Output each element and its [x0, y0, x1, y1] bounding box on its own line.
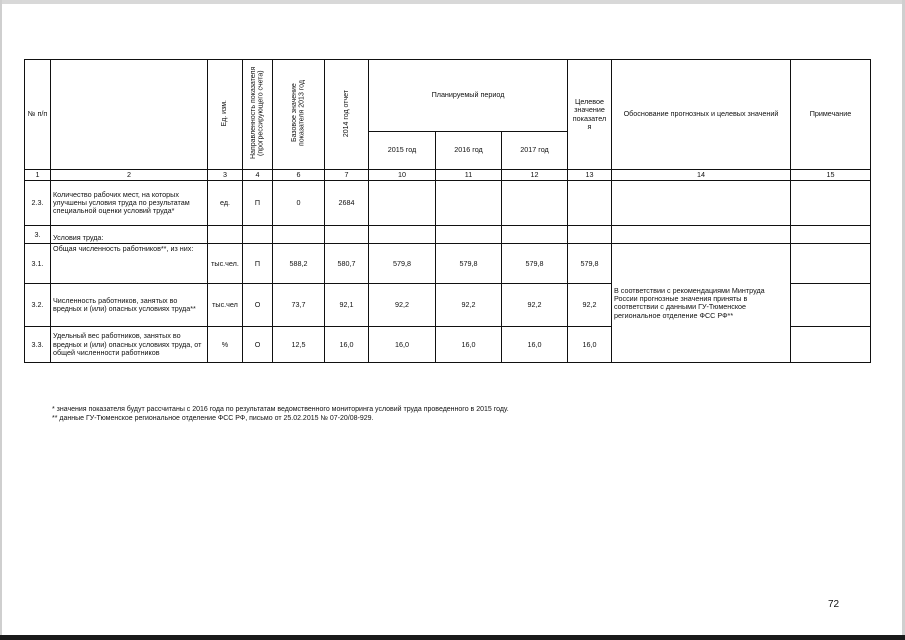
row-name: Условия труда: — [51, 226, 208, 244]
row-2016 — [436, 181, 502, 226]
header-justification: Обоснование прогнозных и целевых значений — [612, 60, 791, 170]
colnum: 13 — [568, 170, 612, 181]
row-number: 3.2. — [25, 284, 51, 327]
row-unit: % — [208, 327, 243, 363]
row-2015: 16,0 — [369, 327, 436, 363]
colnum: 7 — [325, 170, 369, 181]
row-2017: 579,8 — [502, 244, 568, 284]
scan-left-edge — [0, 0, 2, 640]
colnum: 12 — [502, 170, 568, 181]
row-target — [568, 181, 612, 226]
row-note — [791, 244, 871, 284]
row-name: Удельный вес работников, занятых во вредных и (или) опасных условиях труда, от общей численности работников — [51, 327, 208, 363]
header-2014: 2014 год отчет — [342, 89, 350, 137]
row-note — [791, 181, 871, 226]
colnum: 1 — [25, 170, 51, 181]
table-row — [25, 226, 871, 244]
row-2015 — [369, 226, 436, 244]
header-note: Примечание — [791, 60, 871, 170]
row-2017: 92,2 — [502, 284, 568, 327]
row-2016: 579,8 — [436, 244, 502, 284]
row-direction — [243, 226, 273, 244]
row-unit: тыс.чел — [208, 284, 243, 327]
colnum: 2 — [51, 170, 208, 181]
header-name — [51, 60, 208, 170]
header-unit-cell — [208, 60, 243, 170]
header-2017: 2017 год — [502, 132, 568, 170]
colnum: 3 — [208, 170, 243, 181]
header-unit: Ед. изм. — [221, 100, 229, 127]
row-direction: П — [243, 244, 273, 284]
row-2014: 92,1 — [325, 284, 369, 327]
justification-text: В соответствии с рекомендациями Минтруда России прогнозные значения приняты в соответствии с данными ГУ-Тюменское региональное отделение ФСС РФ** — [612, 244, 791, 363]
row-base: 12,5 — [273, 327, 325, 363]
footnote: * значения показателя будут рассчитаны с 2016 года по результатам ведомственного мониторинга условий труда проведенного в 2015 году. — [52, 406, 509, 413]
row-justification — [612, 181, 791, 226]
row-2015: 92,2 — [369, 284, 436, 327]
footnotes — [52, 405, 509, 424]
row-direction: О — [243, 284, 273, 327]
table-row — [25, 181, 871, 226]
header-base-cell — [273, 60, 325, 170]
column-numbers-row — [25, 170, 871, 181]
row-unit: тыс.чел. — [208, 244, 243, 284]
row-2016 — [436, 226, 502, 244]
header-num: № п/п — [25, 60, 51, 170]
row-base: 588,2 — [273, 244, 325, 284]
colnum: 11 — [436, 170, 502, 181]
colnum: 15 — [791, 170, 871, 181]
header-2016: 2016 год — [436, 132, 502, 170]
header-2015: 2015 год — [369, 132, 436, 170]
row-number: 3.3. — [25, 327, 51, 363]
row-unit — [208, 226, 243, 244]
row-target: 16,0 — [568, 327, 612, 363]
indicators-table — [24, 59, 871, 363]
colnum: 4 — [243, 170, 273, 181]
colnum: 6 — [273, 170, 325, 181]
row-2017 — [502, 226, 568, 244]
header-direction: Направленность показателя (прогрессирующего счета) — [249, 67, 265, 160]
footnote: ** данные ГУ-Тюменское региональное отделение ФСС РФ, письмо от 25.02.2015 № 07-20/08-929. — [52, 415, 374, 423]
header-direction-cell — [243, 60, 273, 170]
row-direction: П — [243, 181, 273, 226]
row-number: 3. — [25, 226, 51, 244]
row-2014 — [325, 226, 369, 244]
colnum: 10 — [369, 170, 436, 181]
row-direction: О — [243, 327, 273, 363]
row-2014: 580,7 — [325, 244, 369, 284]
row-name: Общая численность работников**, из них: — [51, 244, 208, 284]
row-name: Численность работников, занятых во вредных и (или) опасных условиях труда** — [51, 284, 208, 327]
header-base: Базовое значение показателя 2013 год — [290, 80, 306, 147]
row-note — [791, 327, 871, 363]
row-2014: 16,0 — [325, 327, 369, 363]
header-target: Целевое значение показател я — [568, 60, 612, 170]
row-base — [273, 226, 325, 244]
row-target: 579,8 — [568, 244, 612, 284]
row-2016: 92,2 — [436, 284, 502, 327]
row-target: 92,2 — [568, 284, 612, 327]
row-target — [568, 226, 612, 244]
row-unit: ед. — [208, 181, 243, 226]
row-2014: 2684 — [325, 181, 369, 226]
scan-bottom-edge — [0, 635, 905, 640]
page-number: 72 — [828, 599, 840, 610]
header-planned: Планируемый период — [369, 60, 568, 132]
header-row-1 — [25, 60, 871, 132]
row-base: 73,7 — [273, 284, 325, 327]
scan-top-edge — [0, 0, 905, 4]
row-number: 3.1. — [25, 244, 51, 284]
table-row — [25, 244, 871, 284]
row-number: 2.3. — [25, 181, 51, 226]
row-2015: 579,8 — [369, 244, 436, 284]
row-note — [791, 226, 871, 244]
row-2017: 16,0 — [502, 327, 568, 363]
row-name: Количество рабочих мест, на которых улучшены условия труда по результатам специальной оценки условий труда* — [51, 181, 208, 226]
header-2014-cell — [325, 60, 369, 170]
colnum: 14 — [612, 170, 791, 181]
row-2015 — [369, 181, 436, 226]
row-note — [791, 284, 871, 327]
row-2017 — [502, 181, 568, 226]
row-2016: 16,0 — [436, 327, 502, 363]
row-justification — [612, 226, 791, 244]
row-base: 0 — [273, 181, 325, 226]
